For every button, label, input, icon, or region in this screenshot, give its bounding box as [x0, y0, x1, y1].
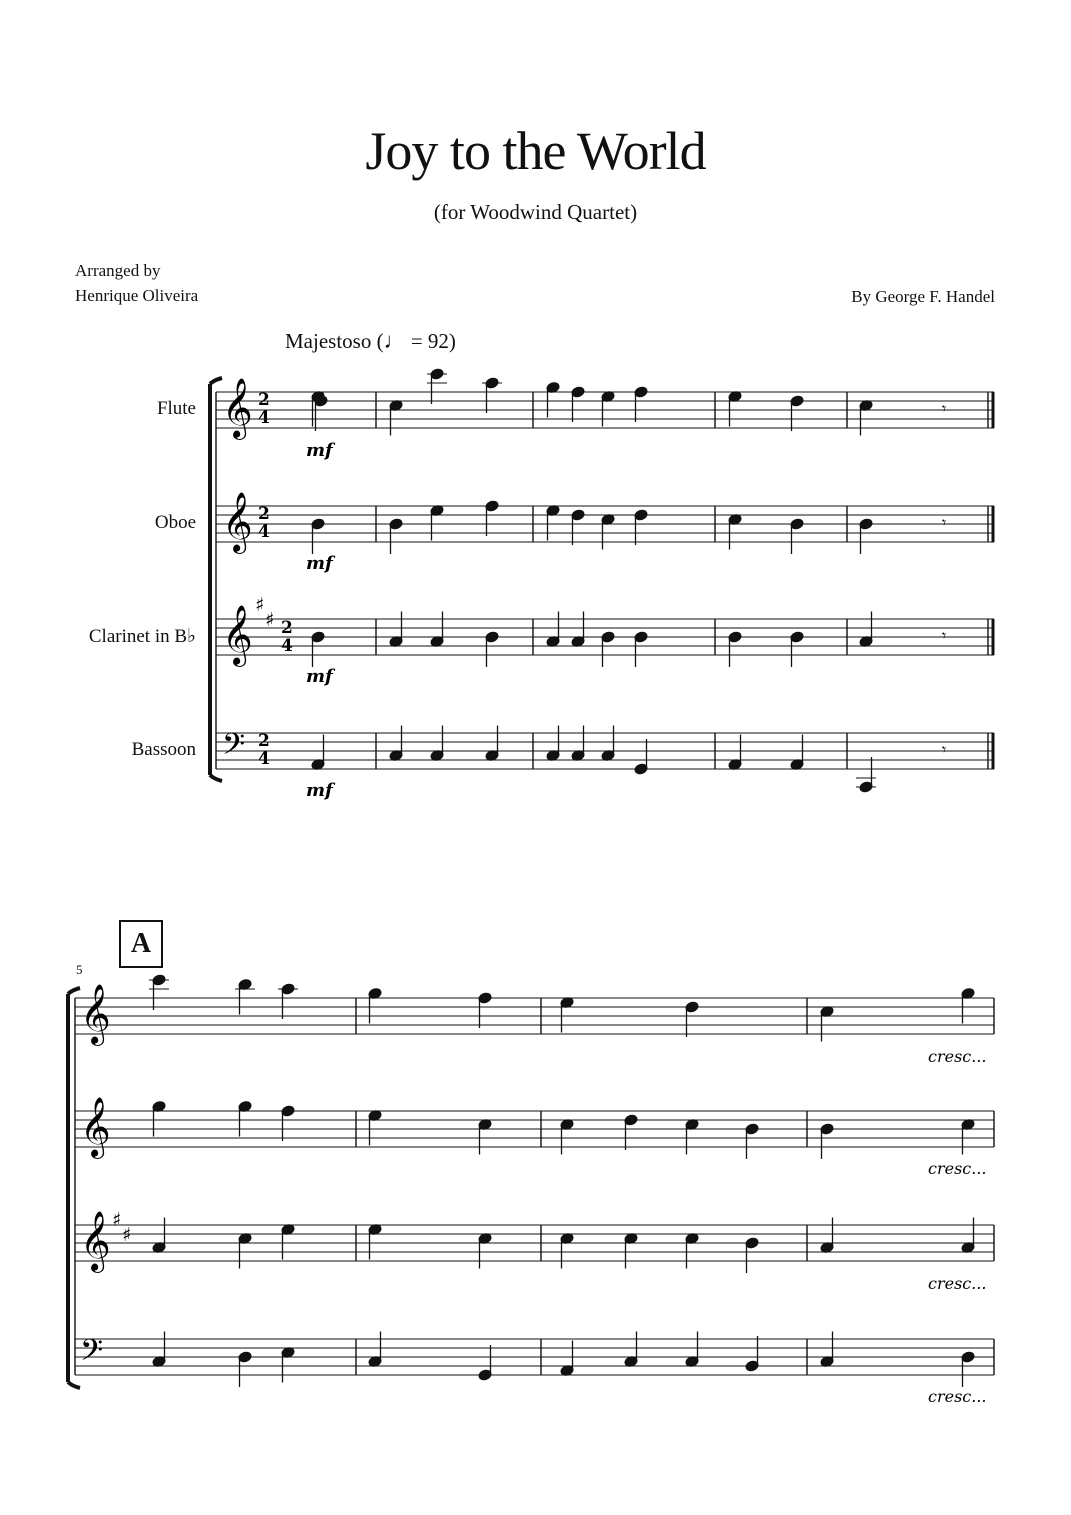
- dynamic-mark: mf: [306, 666, 333, 687]
- treble-clef-icon: 𝄞: [80, 984, 111, 1044]
- time-signature: 2: [258, 731, 270, 751]
- eighth-rest-icon: 𝄾: [942, 626, 947, 645]
- cresc-mark: cresc...: [928, 1159, 987, 1178]
- time-signature: 4: [281, 636, 293, 656]
- tempo-value: = 92): [405, 329, 456, 353]
- score-subtitle: (for Woodwind Quartet): [433, 200, 638, 224]
- instrument-label-bassoon: Bassoon: [131, 739, 196, 760]
- instrument-label-flute: Flute: [156, 398, 196, 419]
- dynamic-mark: mf: [306, 553, 333, 574]
- composer-credit: By George F. Handel: [851, 287, 995, 306]
- rehearsal-mark: A: [119, 920, 163, 968]
- bass-clef-icon: 𝄢: [222, 728, 246, 769]
- quarter-note-icon: ♩: [383, 328, 406, 353]
- sharp-icon: ♯: [265, 609, 275, 631]
- treble-clef-icon: 𝄞: [222, 492, 253, 552]
- treble-clef-icon: 𝄞: [222, 605, 253, 665]
- instrument-label-oboe: Oboe: [154, 512, 196, 533]
- treble-clef-icon: 𝄞: [80, 1211, 111, 1271]
- key-signature: [112, 594, 274, 1246]
- tempo-text: Majestoso (: [285, 329, 384, 353]
- time-signature: 4: [258, 408, 270, 428]
- dynamics: [306, 440, 336, 801]
- treble-clef-icon: 𝄞: [222, 378, 253, 438]
- sharp-icon: ♯: [255, 594, 265, 616]
- dynamic-mark: mf: [306, 780, 333, 801]
- instrument-label-clarinet: Clarinet in B♭: [88, 626, 196, 647]
- time-signature: 2: [258, 504, 270, 524]
- arranger-name: Henrique Oliveira: [75, 286, 199, 305]
- time-signature: 4: [258, 522, 270, 542]
- time-signature: 2: [258, 390, 270, 410]
- staff-elements: [75, 368, 994, 1387]
- measure-number: 5: [76, 962, 83, 977]
- dynamic-mark: mf: [306, 440, 333, 461]
- treble-clef-icon: 𝄞: [80, 1097, 111, 1157]
- time-signatures: [258, 390, 293, 769]
- sharp-icon: ♯: [122, 1224, 132, 1246]
- time-signature: 4: [258, 749, 270, 769]
- system-bracket: [68, 988, 80, 1388]
- cresc-mark: cresc...: [928, 1047, 987, 1066]
- bass-clef-icon: 𝄢: [80, 1334, 104, 1375]
- eighth-rest-icon: 𝄾: [942, 740, 947, 759]
- cresc-marks: [928, 1047, 987, 1406]
- eighth-rest-icon: 𝄾: [942, 399, 947, 418]
- score-title: Joy to the World: [365, 121, 706, 181]
- sharp-icon: ♯: [112, 1209, 122, 1231]
- cresc-mark: cresc...: [928, 1274, 987, 1293]
- time-signature: 2: [281, 618, 293, 638]
- arranger-label: Arranged by: [75, 261, 161, 280]
- eighth-rest-icon: 𝄾: [942, 513, 947, 532]
- cresc-mark: cresc...: [928, 1387, 987, 1406]
